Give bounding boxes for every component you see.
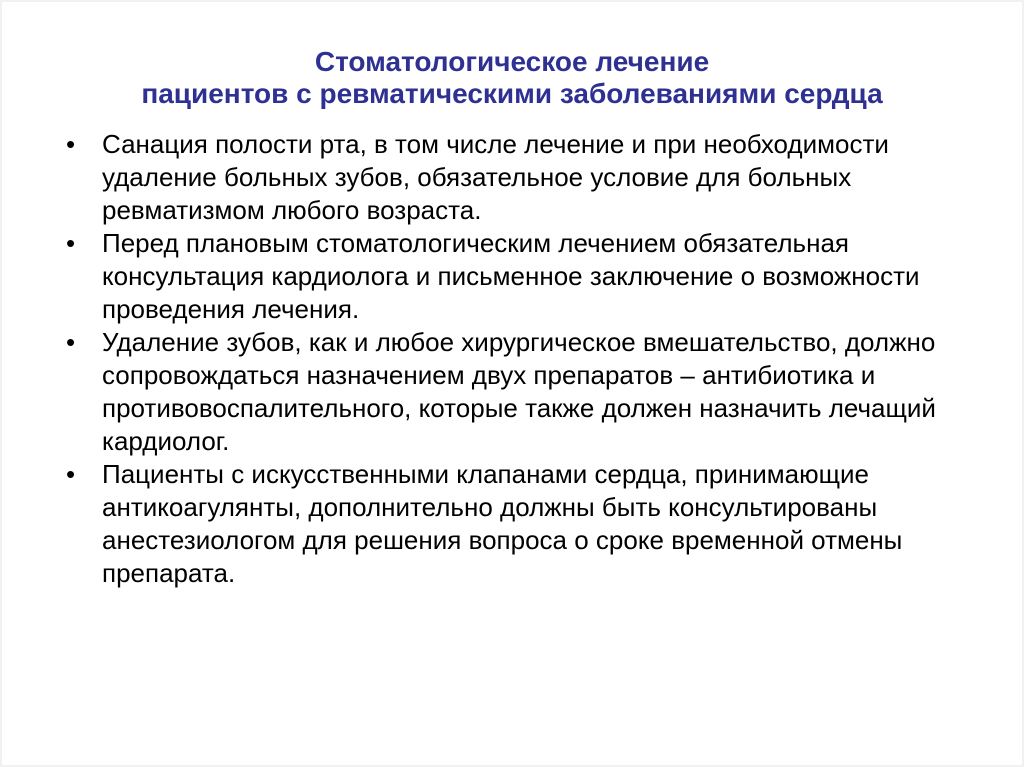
bullet-marker: • — [66, 459, 76, 489]
bullet-marker: • — [66, 129, 76, 159]
bullet-text-4: Пациенты с искусственными клапанами сердца, принимающие антикоагулянты, дополнительно должны быть консультированы анестезиологом для решения вопроса о сроке временной отмены препарата. — [102, 459, 903, 588]
bullet-list — [2, 128, 1022, 590]
bullet-text-1: Санация полости рта, в том числе лечение и при необходимости удаление больных зубов, обязательное условие для больных ревматизмом любого возраста. — [102, 129, 889, 225]
list-item — [64, 128, 970, 227]
slide-title-line-1: Стоматологическое лечение — [314, 46, 710, 77]
list-item — [64, 458, 970, 590]
list-item — [64, 227, 970, 326]
slide-title — [2, 2, 1022, 110]
bullet-text-2: Перед плановым стоматологическим лечением обязательная консультация кардиолога и письменное заключение о возможности проведения лечения. — [102, 228, 920, 324]
bullet-marker: • — [66, 327, 76, 357]
bullet-marker: • — [66, 228, 76, 258]
list-item — [64, 326, 970, 458]
bullet-text-3: Удаление зубов, как и любое хирургическое вмешательство, должно сопровождаться назначением двух препаратов – антибиотика и противовоспалительного, которые также должен назначить лечащий кардиолог. — [102, 327, 936, 456]
slide-title-line-2: пациентов с ревматическими заболеваниями сердца — [141, 78, 883, 109]
